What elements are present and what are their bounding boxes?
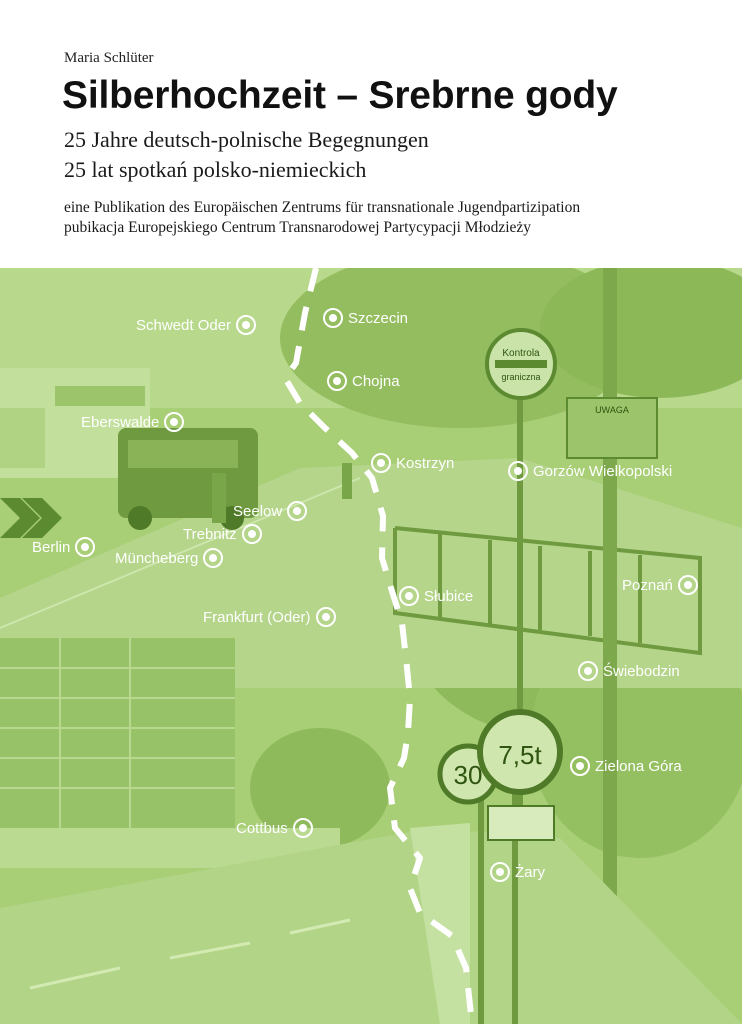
location-marker-icon <box>490 862 510 882</box>
place-szczecin <box>323 308 408 328</box>
place-label: Schwedt Oder <box>136 316 232 334</box>
location-marker-icon <box>678 575 698 595</box>
place-label: Cottbus <box>236 819 288 837</box>
location-marker-icon <box>327 371 347 391</box>
location-marker-icon <box>316 607 336 627</box>
cover-header <box>0 0 742 268</box>
author-name: Maria Schlüter <box>64 50 154 66</box>
location-marker-icon <box>203 548 223 568</box>
publisher-line-polish: pubikacja Europejskiego Centrum Transnarodowej Partycypacji Młodzieży <box>64 219 532 236</box>
place-label: Świebodzin <box>603 662 680 680</box>
place-label: Seelow <box>233 502 283 520</box>
weight-sign-text: 7,5t <box>498 740 542 770</box>
place-label: Szczecin <box>348 309 409 327</box>
location-marker-icon <box>75 537 95 557</box>
place-eberswalde <box>81 412 184 432</box>
location-marker-icon <box>570 756 590 776</box>
place-gorzow-wielkopolski <box>508 461 672 481</box>
place-zary <box>490 862 545 882</box>
place-label: Gorzów Wielkopolski <box>533 462 673 480</box>
place-kostrzyn <box>371 453 454 473</box>
place-label: Müncheberg <box>115 549 199 567</box>
location-marker-icon <box>293 818 313 838</box>
kontrola-top-text: Kontrola <box>502 348 540 359</box>
place-poznan <box>622 575 698 595</box>
location-marker-icon <box>508 461 528 481</box>
location-marker-icon <box>164 412 184 432</box>
location-marker-icon <box>242 524 262 544</box>
place-chojna <box>327 371 400 391</box>
place-muencheberg <box>115 548 223 568</box>
place-label: Poznań <box>622 576 673 594</box>
place-label: Zielona Góra <box>595 757 682 775</box>
place-swiebodzin <box>578 661 680 681</box>
place-slubice <box>399 586 473 606</box>
place-label: Żary <box>515 863 545 881</box>
place-frankfurt-oder <box>203 607 336 627</box>
place-cottbus <box>236 818 313 838</box>
publisher-line-german: eine Publikation des Europäischen Zentrums für transnationale Jugendpartizipation <box>64 199 581 216</box>
place-label: Chojna <box>352 372 400 390</box>
speed-sign-text: 30 <box>453 760 483 790</box>
place-label: Słubice <box>424 587 474 605</box>
place-schwedt-oder <box>136 315 256 335</box>
place-label: Trebnitz <box>183 525 237 543</box>
location-marker-icon <box>578 661 598 681</box>
cover-map-image <box>0 268 742 1024</box>
book-title: Silberhochzeit – Srebrne gody <box>62 74 618 117</box>
place-label: Frankfurt (Oder) <box>203 608 311 626</box>
subtitle-german: 25 Jahre deutsch-polnische Begegnungen <box>64 127 429 152</box>
location-marker-icon <box>287 501 307 521</box>
place-label: Eberswalde <box>81 413 160 431</box>
location-marker-icon <box>323 308 343 328</box>
kontrola-bottom-text: graniczna <box>501 372 541 382</box>
place-zielona-gora <box>570 756 682 776</box>
place-label: Kostrzyn <box>396 454 455 472</box>
uwaga-text: UWAGA <box>595 405 629 415</box>
location-marker-icon <box>236 315 256 335</box>
place-label: Berlin <box>32 538 71 556</box>
subtitle-polish: 25 lat spotkań polsko-niemieckich <box>64 157 367 182</box>
place-trebnitz <box>183 524 262 544</box>
location-marker-icon <box>371 453 391 473</box>
place-seelow <box>233 501 307 521</box>
location-marker-icon <box>399 586 419 606</box>
place-berlin <box>32 537 95 557</box>
